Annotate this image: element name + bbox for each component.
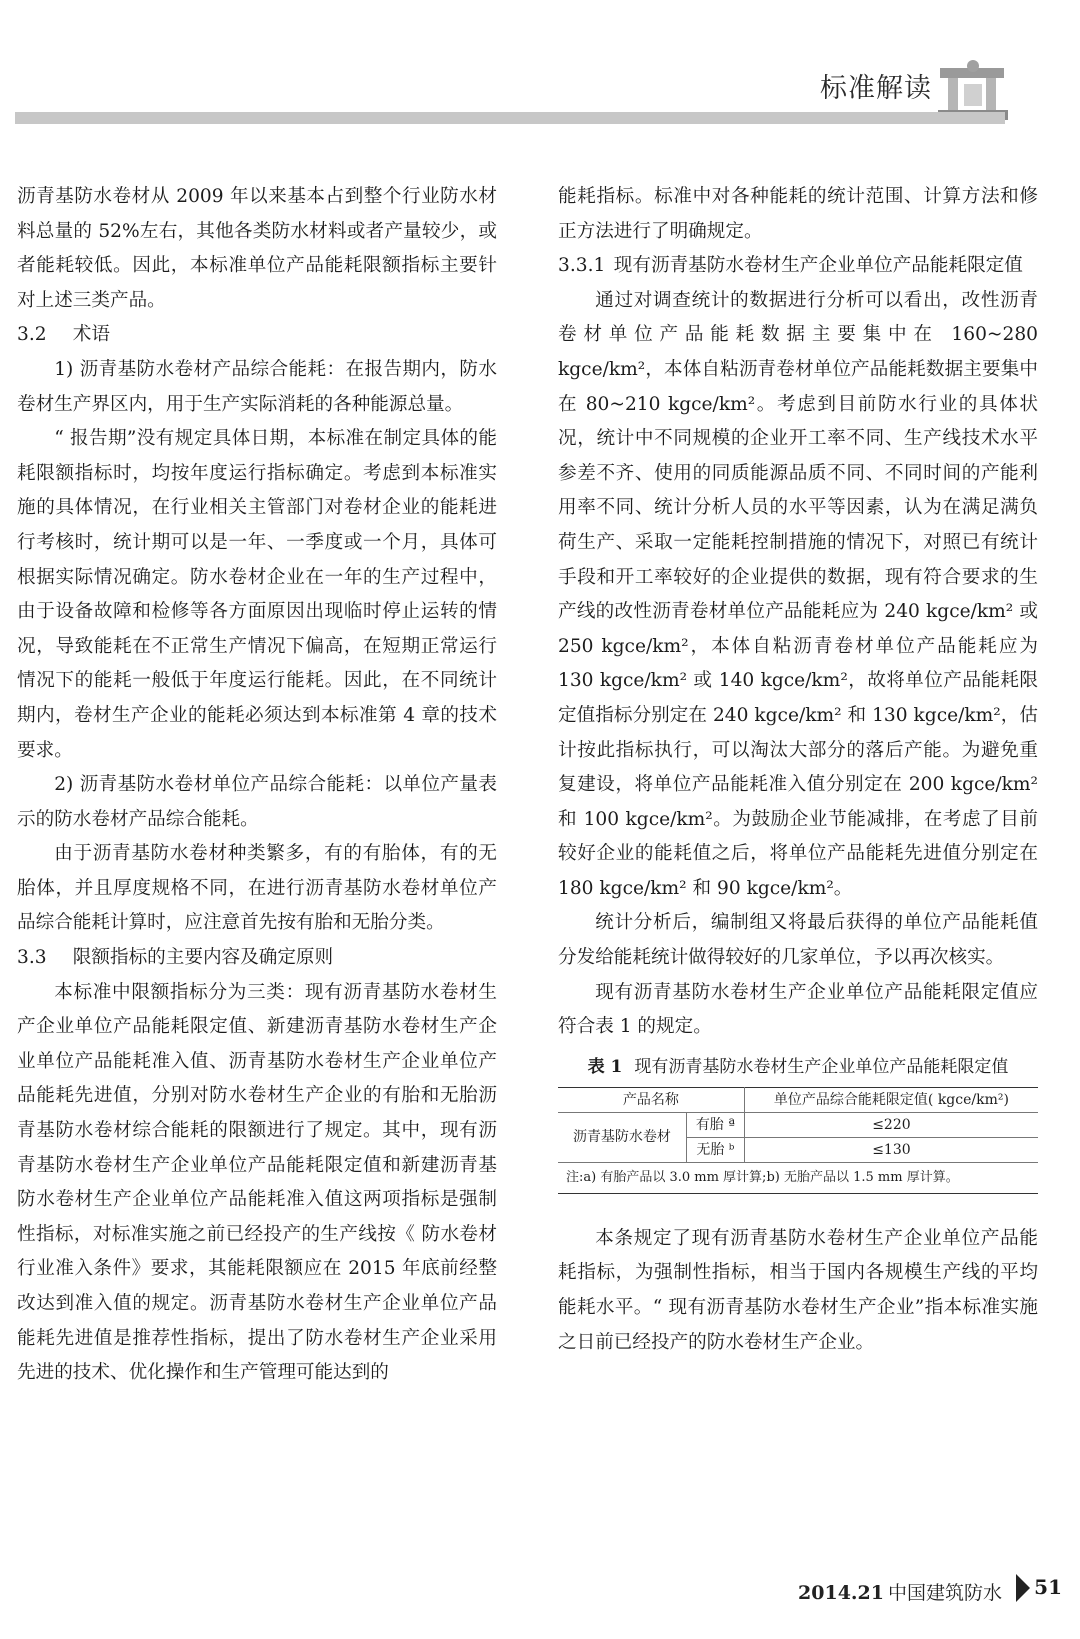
page-footer xyxy=(798,1578,1002,1605)
journal-name: 中国建筑防水 xyxy=(887,1582,1002,1604)
paragraph: 统计分析后，编制组又将最后获得的单位产品能耗值分发给能耗统计做得较好的几家单位，予以再次核实。 xyxy=(558,912,1038,969)
paragraph: 现有沥青基防水卷材生产企业单位产品能耗限定值应符合表 1 的规定。 xyxy=(558,981,1038,1038)
section-title: 术语 xyxy=(72,324,110,346)
page-marker-icon xyxy=(1016,1574,1030,1602)
section-label: 标准解读 xyxy=(820,73,932,104)
section-title: 现有沥青基防水卷材生产企业单位产品能耗限定值 xyxy=(613,255,1023,277)
paragraph: 2) 沥青基防水卷材单位产品综合能耗：以单位产量表示的防水卷材产品综合能耗。 xyxy=(17,774,497,830)
table-title: 现有沥青基防水卷材生产企业单位产品能耗限定值 xyxy=(634,1056,1009,1077)
table-header-row xyxy=(558,1087,1038,1112)
paragraph: 沥青基防水卷材从 2009 年以来基本占到整个行业防水材料总量的 52%左右，其他各类防水材料或者产量较少，或者能耗较低。因此，本标准单位产品能耗限额指标主要针对上述三类产品。 xyxy=(17,186,497,311)
section-heading-3-2 xyxy=(17,318,497,353)
table-cell-type: 有胎 ª xyxy=(686,1112,744,1137)
table-cell-value: ≤220 xyxy=(744,1112,1038,1137)
energy-limit-table xyxy=(558,1087,1038,1194)
section-number: 3.3 xyxy=(17,947,47,969)
table-number: 表 1 xyxy=(587,1056,623,1077)
table-header-cell: 单位产品综合能耗限定值( kgce/km²) xyxy=(744,1087,1038,1112)
paragraph: 本标准中限额指标分为三类：现有沥青基防水卷材生产企业单位产品能耗限定值、新建沥青基防水卷材生产企业单位产品能耗准入值、沥青基防水卷材生产企业单位产品能耗先进值，分别对防水卷材生产企业的有胎和无胎沥青基防水卷材综合能耗的限额进行了规定。其中，现有沥青基防水卷材生产企业单位产品能耗限定值和新建沥青基防水卷材生产企业单位产品能耗准入值这两项指标是强制性指标，对标准实施之前已经投产的生产线按《 防水卷材行业准入条件》要求，其能耗限额应在 2015 年底前经整改达到准入值的规定。沥青基防水卷材生产企业单位产品能耗先进值是推荐性指标，提出了防水卷材生产企业采用先进的技术、优化操作和生产管理可能达到的 xyxy=(17,981,497,1384)
left-column xyxy=(17,180,497,1391)
table-row xyxy=(558,1112,1038,1137)
paragraph: 1) 沥青基防水卷材产品综合能耗：在报告期内，防水卷材生产界区内，用于生产实际消耗的各种能源总量。 xyxy=(17,358,497,415)
table-cell-value: ≤130 xyxy=(744,1137,1038,1162)
section-title: 限额指标的主要内容及确定原则 xyxy=(72,947,334,969)
table-note: 注:a) 有胎产品以 3.0 mm 厚计算;b) 无胎产品以 1.5 mm 厚计算。 xyxy=(558,1162,1038,1193)
section-number: 3.3.1 xyxy=(558,255,606,277)
section-heading-3-3-1 xyxy=(558,249,1038,284)
paragraph: 本条规定了现有沥青基防水卷材生产企业单位产品能耗指标，为强制性指标，相当于国内各规模生产线的平均能耗水平。“ 现有沥青基防水卷材生产企业”指本标准实施之日前已经投产的防水卷材生产企业。 xyxy=(558,1227,1038,1353)
section-heading-3-3 xyxy=(17,941,497,976)
paragraph: 由于沥青基防水卷材种类繁多，有的有胎体，有的无胎体，并且厚度规格不同，在进行沥青基防水卷材单位产品综合能耗计算时，应注意首先按有胎和无胎分类。 xyxy=(17,843,497,934)
table-header-cell: 产品名称 xyxy=(558,1087,744,1112)
paragraph: “ 报告期”没有规定具体日期，本标准在制定具体的能耗限额指标时，均按年度运行指标确定。考虑到本标准实施的具体情况，在行业相关主管部门对卷材企业的能耗进行考核时，统计期可以是一年、一季度或一个月，具体可根据实际情况确定。防水卷材企业在一年的生产过程中，由于设备故障和检修等各方面原因出现临时停止运转的情况，导致能耗在不正常生产情况下偏高，在短期正常运行情况下的能耗一般低于年度运行能耗。因此，在不同统计期内，卷材生产企业的能耗必须达到本标准第 4 章的技术要求。 xyxy=(17,428,497,761)
table-note-row xyxy=(558,1162,1038,1193)
right-column xyxy=(558,180,1038,1360)
table-cell-product: 沥青基防水卷材 xyxy=(558,1112,686,1162)
page-number: 51 xyxy=(1034,1575,1062,1599)
section-number: 3.2 xyxy=(17,324,47,346)
issue-number: 2014.21 xyxy=(798,1582,884,1604)
paragraph: 通过对调查统计的数据进行分析可以看出，改性沥青卷材单位产品能耗数据主要集中在 160~280 kgce/km²，本体自粘沥青卷材单位产品能耗数据主要集中在 80~210 kgce/km²。考虑到目前防水行业的具体状况，统计中不同规模的企业开工率不同、生产线技术水平参差不齐、使用的同质能源品质不同、不同时间的产能利用率不同、统计分析人员的水平等因素，认为在满足满负荷生产、采取一定能耗控制措施的情况下，对照已有统计手段和开工率较好的企业提供的数据，现有符合要求的生产线的改性沥青卷材单位产品能耗应为 240 kgce/km² 或 250 kgce/km²，本体自粘沥青卷材单位产品能耗应为 130 kgce/km² 或 140 kgce/km²，故将单位产品能耗限定值指标分别定在 240 kgce/km² 和 130 kgce/km²，估计按此指标执行，可以淘汰大部分的落后产能。为避免重复建设，将单位产品能耗准入值分别定在 200 kgce/km² 和 100 kgce/km²。为鼓励企业节能减排，在考虑了目前较好企业的能耗值之后，将单位产品能耗先进值分别定在 180 kgce/km² 和 90 kgce/km²。 xyxy=(558,289,1038,899)
paragraph: 能耗指标。标准中对各种能耗的统计范围、计算方法和修正方法进行了明确规定。 xyxy=(558,186,1038,242)
header-rule xyxy=(15,112,1005,124)
table-caption xyxy=(558,1055,1038,1079)
table-cell-type: 无胎 ᵇ xyxy=(686,1137,744,1162)
